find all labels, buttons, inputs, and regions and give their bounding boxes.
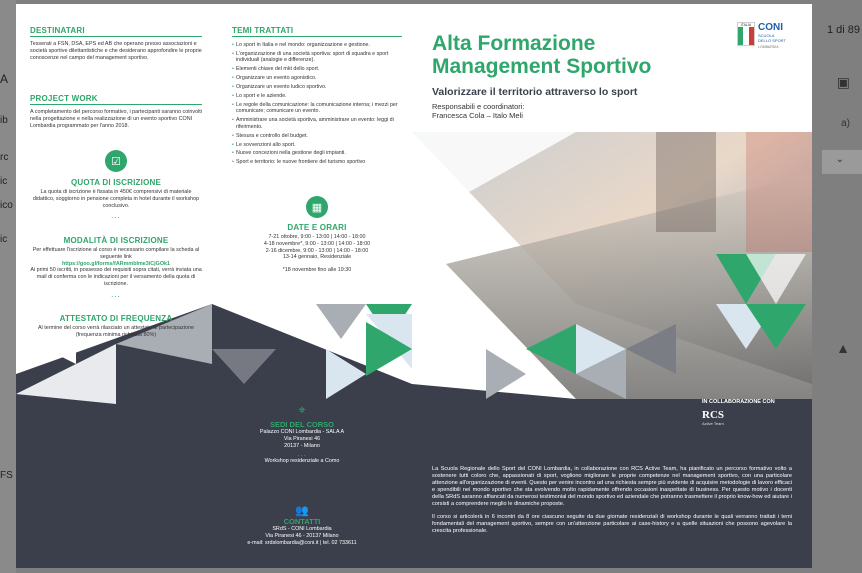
- section-sedi: [202, 402, 402, 465]
- subtitle: Valorizzare il territorio attraverso lo sport: [432, 86, 638, 98]
- page-counter: 1 di 89: [826, 24, 860, 36]
- contatti-line: Via Piranesi 46 - 20137 Milano: [265, 533, 339, 539]
- modalita-text: Per effettuare l'iscrizione al corso è necessario compilare la scheda al seguente link: [32, 247, 200, 260]
- drive-icon[interactable]: ▲: [836, 340, 850, 356]
- modalita-text-2: Ai primi 50 iscritti, in possesso dei requisiti sopra citati, verrà inviata una mail di conferma con le indicazioni per il versamento della quota di iscrizione.: [30, 267, 202, 287]
- iscrizione-link[interactable]: https://goo.gl/forms/fARmmbIme3iCjGOk1: [61, 260, 171, 267]
- sedi-line: 20137 - Milano: [284, 443, 320, 449]
- date-title: DATE E ORARI: [287, 223, 347, 232]
- modalita-title: MODALITÀ DI ISCRIZIONE: [63, 236, 169, 245]
- section-quota: [30, 150, 202, 220]
- list-item: • Lo sport in Italia e nel mondo: organizzazione e gestione.: [232, 42, 402, 49]
- date-line: 2-16 dicembre, 9:00 - 13:00 | 14:00 - 18:00: [265, 247, 369, 254]
- section-temi: [232, 20, 402, 168]
- date-line: 13-14 gennaio, Residenziale: [282, 254, 352, 261]
- sedi-title: SEDI DEL CORSO: [269, 420, 335, 429]
- coni-logo-line: DELLO SPORT: [758, 38, 786, 43]
- temi-title: TEMI TRATTATI: [232, 26, 402, 37]
- checkbox-icon: ☑: [105, 150, 127, 172]
- panel-right: [412, 4, 812, 568]
- list-item: • Le regole della comunicazione: la comunicazione interna; i mezzi per comunicare; comunicare un evento.: [232, 102, 402, 115]
- section-attestato: [30, 314, 202, 339]
- description-paragraph-2: Il corso si articolerà in 6 incontri da 8 ore ciascuno seguite da due giornate residenziali di workshop durante le quali verranno trattati i temi fondamentali del management sportivo, sempre con un'attenzione particolare ai case-history e a quelle situazioni che possono agevolare la crescita professionale.: [432, 514, 792, 534]
- list-item: • Stesura e controllo del budget.: [232, 133, 402, 140]
- sedi-line: Via Piranesi 46: [283, 436, 321, 442]
- toolbar-icon[interactable]: ▣: [836, 74, 850, 90]
- resp-label: Responsabili e coordinatori:: [432, 102, 525, 111]
- section-modalita: [30, 236, 202, 299]
- background-fragment: A: [0, 72, 9, 86]
- background-fragment: ic: [0, 234, 8, 245]
- section-destinatari: [30, 20, 202, 61]
- quota-text: La quota di iscrizione è fissata in 450€ comprensivi di materiale didattico, soggiorno in pensione completa in hotel durante il workshop conclusivo.: [32, 189, 200, 209]
- sedi-line: Palazzo CONI Lombardia - SALA A: [259, 429, 345, 435]
- project-work-title: PROJECT WORK: [30, 94, 202, 105]
- section-project-work: [30, 88, 202, 129]
- contatti-email[interactable]: e-mail: srdslombardia@coni.it | tel. 02 733611: [247, 540, 357, 546]
- attestato-title: ATTESTATO DI FREQUENZA: [59, 314, 173, 323]
- destinatari-text: Tesserati a FSN, DSA, EPS ed AB che operano presso associazioni e società sportive dilettantistiche e che desiderano approfondire le proprie conoscenze nel campo del management sportivo.: [30, 41, 202, 61]
- background-fragment: FS: [0, 470, 13, 481]
- description-paragraph-1: La Scuola Regionale dello Sport del CONI Lombardia, in collaborazione con RCS Active Team, ha pianificato un percorso formativo volto a sostenere tutti coloro che, appassionati di sport, vogliono migliorare le proprie competenze nel management sportivo, con una particolare attenzione all'organizzazione di eventi. Questo per venire incontro ad una richiesta sempre più evidente di acquisire metodologie di lavoro efficaci e spendibili nel mondo sportivo che sta evolvendo molto rapidamente offrendo occasioni inaspettate di business. Per questo motivo i docenti della SRdS saranno affiancati da numerosi testimonial del mondo sportivo ed aziendale che potranno trasmettere il proprio know-how ed aiutare i corsisti a comprendere meglio le dinamiche proposte.: [432, 466, 792, 507]
- section-contatti: [202, 504, 402, 547]
- date-line: 7-21 ottobre, 9:00 - 13:00 | 14:00 - 18:00: [268, 234, 366, 240]
- quota-title: QUOTA DI ISCRIZIONE: [70, 178, 162, 187]
- list-item: • Le sovvenzioni allo sport.: [232, 142, 402, 149]
- dots-separator: ...: [297, 449, 307, 458]
- sedi-extra: Workshop residenziale a Como: [264, 458, 340, 464]
- collab-label: IN COLLABORAZIONE CON: [702, 399, 775, 405]
- contatti-line: SRdS - CONI Lombardia: [272, 526, 332, 532]
- background-fragment: ic: [0, 176, 8, 187]
- temi-list: [232, 42, 402, 166]
- header-block: [432, 32, 732, 120]
- background-fragment: ib: [0, 115, 8, 126]
- date-note: *18 novembre fino alle 19:30: [282, 267, 352, 274]
- project-work-text: A completamento del percorso formativo, i partecipanti saranno coinvolti nella progettazione e nella realizzazione di un evento sportivo CONI Lombardia programmato per l'anno 2018.: [30, 109, 202, 129]
- section-date: [232, 196, 402, 274]
- list-item: • L'organizzazione di una società sportiva: sport di squadra e sport individuali (analogie e differenze).: [232, 51, 402, 64]
- description-block: [432, 466, 792, 535]
- side-dropdown[interactable]: [822, 150, 862, 174]
- coni-logo: [737, 22, 807, 50]
- brochure-page: [16, 4, 812, 568]
- coni-logo-name: CONI: [758, 22, 783, 33]
- background-fragment: rc: [0, 152, 9, 163]
- main-title-line-1: Alta Formazione: [432, 32, 596, 55]
- coni-logo-line: SCUOLA: [758, 33, 775, 38]
- people-icon: 👥: [295, 505, 309, 517]
- map-pin-icon: ⌖: [298, 402, 306, 417]
- calendar-icon: ▦: [306, 196, 328, 218]
- dots-separator: ...: [111, 211, 121, 221]
- resp-names: Francesca Cola – Italo Meli: [432, 111, 523, 120]
- italia-flag-icon: ITALIA: [737, 22, 755, 46]
- attestato-text: Al termine del corso verrà rilasciato un attestato di partecipazione (frequenza minima richiesta 80%): [37, 325, 195, 338]
- list-item: • Amministrare una società sportiva, amministrare un evento: leggi di riferimento.: [232, 117, 402, 130]
- list-item: • Sport e territorio: le nuove frontiere del turismo sportivo: [232, 159, 402, 166]
- list-item: • Nuove concezioni nella gestione degli impianti.: [232, 150, 402, 157]
- list-item: • Elementi chiave del mkt dello sport.: [232, 66, 402, 73]
- coni-logo-line: LOMBARDIA: [758, 45, 779, 49]
- rcs-logo: RCS Active Team: [702, 409, 725, 426]
- main-title-line-2: Management Sportivo: [432, 55, 652, 78]
- collab-block: [702, 399, 812, 426]
- background-fragment: a): [841, 118, 850, 129]
- destinatari-title: DESTINATARI: [30, 26, 202, 37]
- contatti-title: CONTATTI: [283, 517, 321, 526]
- panel-left: [16, 4, 212, 568]
- dots-separator: ...: [111, 289, 121, 299]
- date-line: 4-18 novembre*, 9:00 - 13:00 | 14:00 - 18:00: [263, 240, 371, 247]
- list-item: • Organizzare un evento ludico sportivo.: [232, 84, 402, 91]
- list-item: • Organizzare un evento agonistico.: [232, 75, 402, 82]
- panel-middle: [212, 4, 412, 568]
- list-item: • Lo sport e le aziende.: [232, 93, 402, 100]
- chevron-down-icon: ⌄: [835, 154, 844, 165]
- background-fragment: ico: [0, 200, 13, 211]
